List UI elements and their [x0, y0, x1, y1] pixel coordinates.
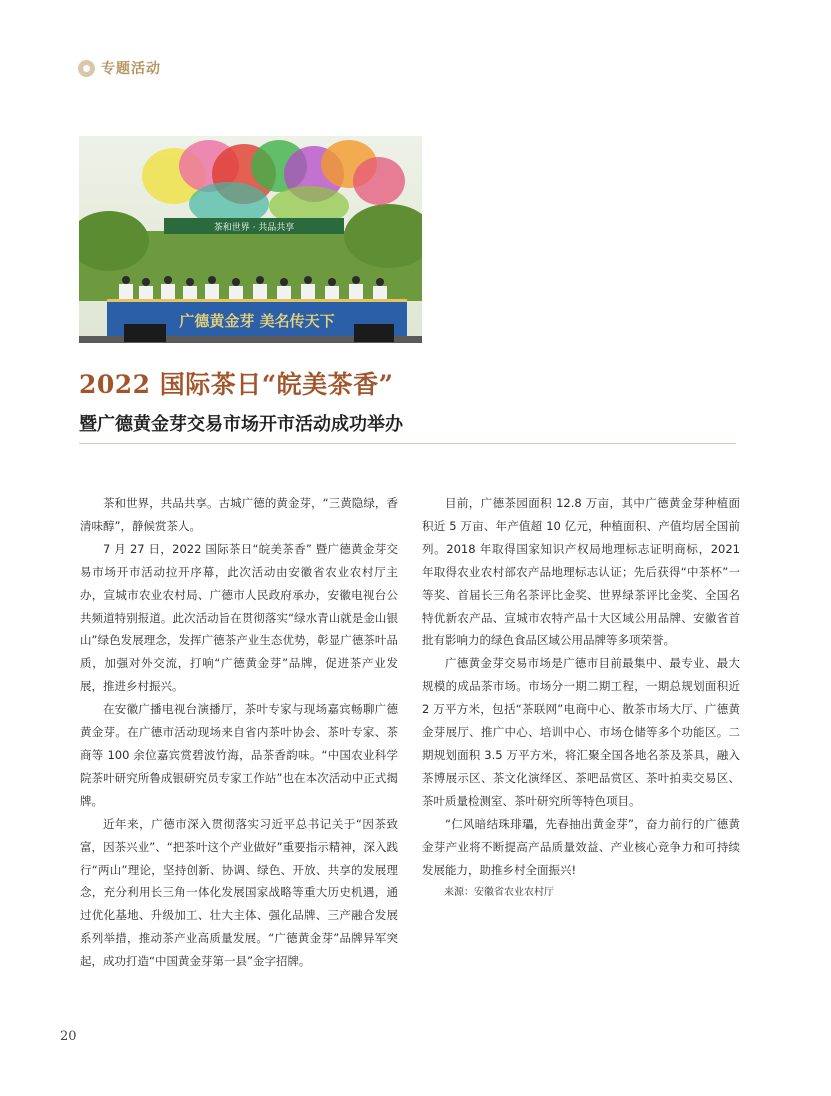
- circle-ornament-icon: [78, 60, 95, 77]
- left-column: [80, 492, 398, 973]
- event-photo: [79, 136, 422, 343]
- photo-banner-text: 茶和世界 · 共品共享: [213, 223, 295, 233]
- section-label: 专题活动: [101, 61, 161, 77]
- title-divider: [79, 443, 736, 444]
- paragraph: 广德黄金芽交易市场是广德市目前最集中、最专业、最大规模的成品茶市场。市场分一期二期工程，一期总规划面积近 2 万平方米，包括“茶联网”电商中心、散茶市场大厅、广德黄金芽展厅、推广中心、培训中心、市场仓储等多个功能区。二期规划面积 3.5 万平方米，将汇聚全国各地名茶及茶具，融入茶博展示区、茶文化演绎区、茶吧品赏区、茶叶拍卖交易区、茶叶质量检测室、茶叶研究所等特色项目。: [422, 656, 740, 808]
- page-number: 20: [60, 1029, 77, 1044]
- paragraph: 近年来，广德市深入贯彻落实习近平总书记关于“因茶致富，因茶兴业”、“把茶叶这个产业做好”重要指示精神，深入践行“两山”理论，坚持创新、协调、绿色、开放、共享的发展理念，充分利用长三角一体化发展国家战略等重大历史机遇，通过优化基地、升级加工、壮大主体、强化品牌、三产融合发展系列举措，推动茶产业高质量发展。“广德黄金芽”品牌异军突起，成功打造“中国黄金芽第一县”金字招牌。: [80, 816, 398, 969]
- paragraph: 在安徽广播电视台演播厅，茶叶专家与现场嘉宾畅聊广德黄金芽。在广德市活动现场来自省内茶叶协会、茶叶专家、茶商等 100 余位嘉宾赏碧波竹海，品茶香韵味。“中国农业科学院茶叶研究所鲁成银研究员专家工作站”也在本次活动中正式揭牌。: [80, 702, 398, 808]
- article-subtitle: 暨广德黄金芽交易市场开市活动成功举办: [79, 414, 403, 435]
- section-tag: [78, 57, 161, 79]
- paragraph: 7 月 27 日，2022 国际茶日“皖美茶香” 暨广德黄金芽交易市场开市活动拉开序幕，此次活动由安徽省农业农村厅主办，宣城市农业农村局、广德市人民政府承办，安徽电视台公共频道特别报道。此次活动旨在贯彻落实“绿水青山就是金山银山”绿色发展理念，发挥广德茶产业生态优势，彰显广德茶叶品质，加强对外交流，打响“广德黄金芽”品牌，促进茶产业发展，推进乡村振兴。: [80, 541, 398, 694]
- paragraph: 目前，广德茶园面积 12.8 万亩，其中广德黄金芽种植面积近 5 万亩、年产值超 10 亿元，种植面积、产值均居全国前列。2018 年取得国家知识产权局地理标志证明商标，2021 年取得农业农村部农产品地理标志认证；先后获得“中茶杯”一等奖、首届长三角名茶评比金奖、世界绿茶评比金奖、全国名特优新农产品、宣城市农特产品十大区域公用品牌、安徽省首批有影响力的绿色食品区域公用品牌等多项荣誉。: [422, 496, 740, 648]
- article-title: 2022 国际茶日“皖美茶香”: [79, 370, 394, 399]
- paragraph: “仁风暗结珠琲瓃，先春抽出黄金芽”，奋力前行的广德黄金芽产业将不断提高产品质量效益、产业核心竞争力和可持续发展能力，助推乡村全面振兴!: [422, 816, 740, 877]
- paragraph: 茶和世界，共品共享。古城广德的黄金芽，“三黄隐绿，香清味醇”，静候赏茶人。: [80, 496, 398, 533]
- photo-stage-text: 广德黄金芽 美名传天下: [179, 312, 335, 330]
- right-column: [422, 492, 740, 905]
- article-source: 来源：安徽省农业农村厅: [444, 887, 554, 899]
